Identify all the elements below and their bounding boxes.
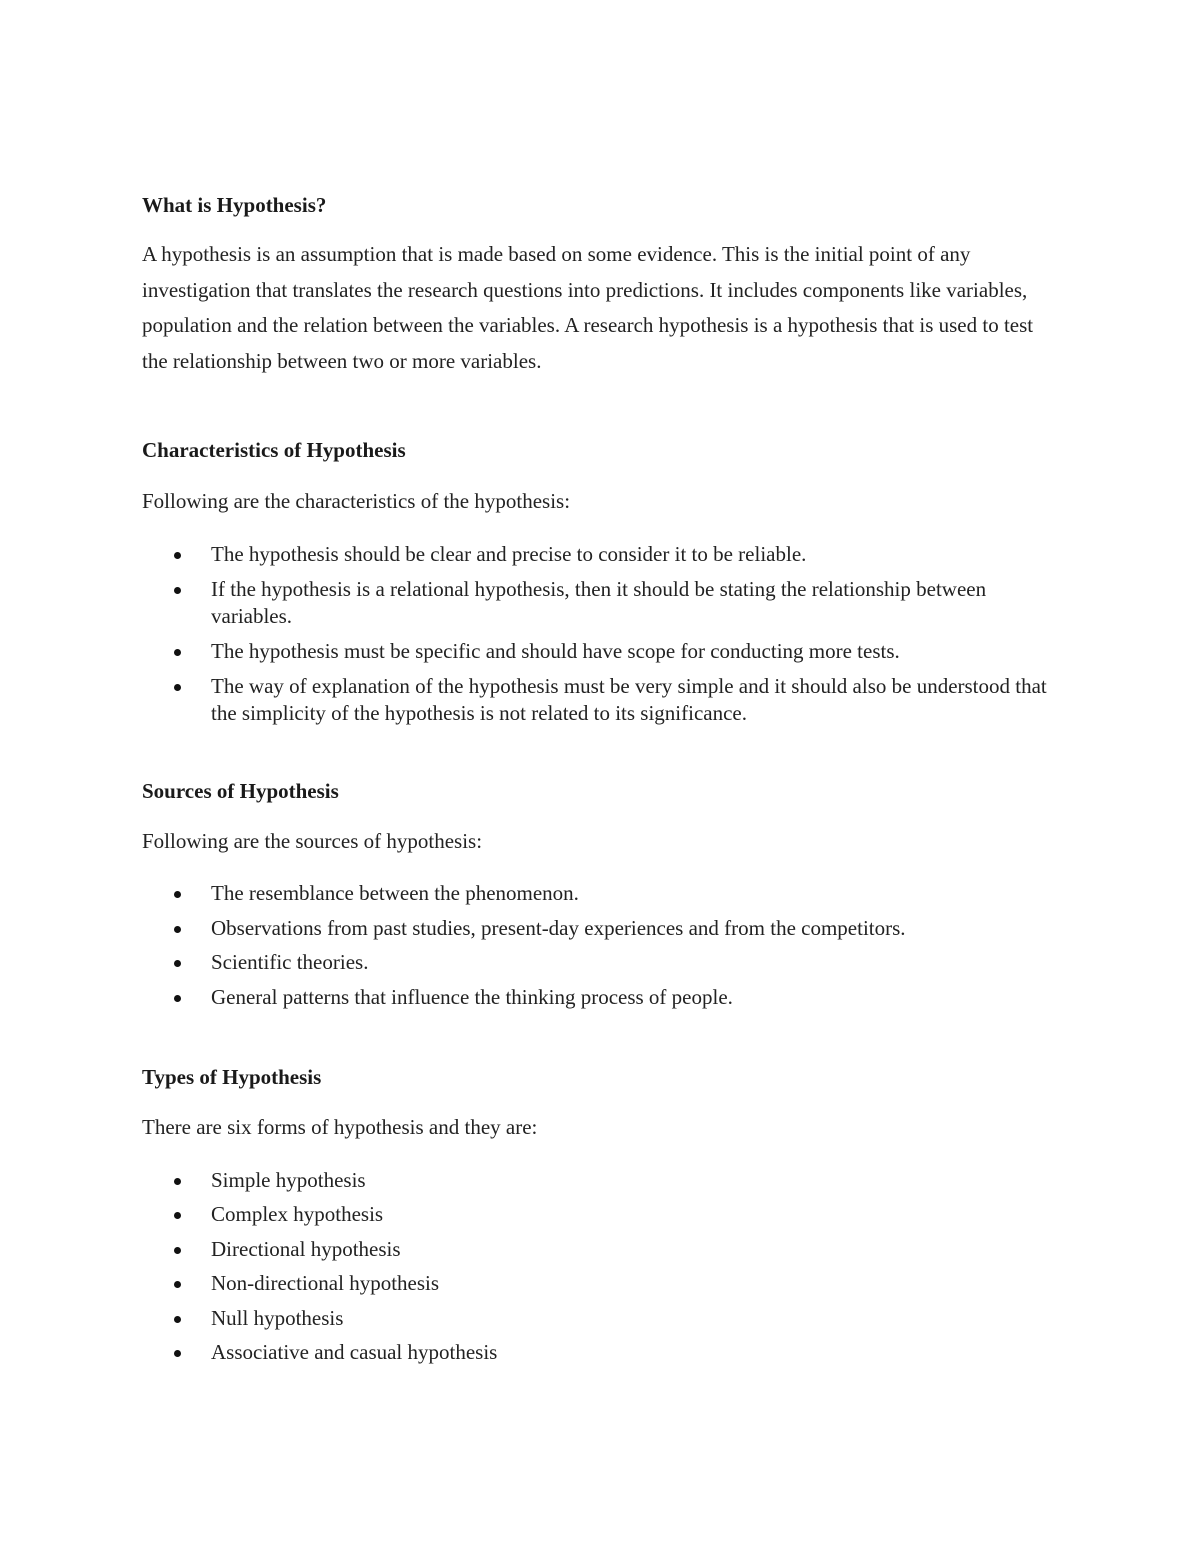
list-item [142, 1305, 1062, 1332]
list-item [142, 638, 1062, 665]
bullet-icon [174, 1350, 181, 1357]
bullet-icon [174, 1281, 181, 1288]
list-item [142, 949, 1062, 976]
bullet-icon [174, 684, 181, 691]
list-item-text: Complex hypothesis [211, 1202, 384, 1226]
list-item-text: General patterns that influence the thinking process of people. [211, 984, 733, 1009]
bullet-icon [174, 960, 181, 967]
list-item [142, 1236, 1062, 1263]
list-item [142, 880, 1062, 907]
list-item-text: Scientific theories. [211, 950, 369, 974]
list-item [142, 984, 1062, 1011]
bullet-icon [174, 1247, 181, 1254]
section-intro-characteristics: Following are the characteristics of the hypothesis: [142, 489, 571, 513]
bullet-icon [174, 1316, 181, 1323]
list-sources [142, 880, 1062, 1011]
list-item [142, 1167, 1062, 1194]
list-item [142, 1270, 1062, 1297]
list-item-text: The hypothesis must be specific and should have scope for conducting more tests. [211, 639, 900, 663]
list-item [142, 1339, 1062, 1366]
section-intro-types: There are six forms of hypothesis and they are: [142, 1114, 538, 1139]
list-item-text: Simple hypothesis [211, 1167, 366, 1192]
list-item [142, 576, 1062, 630]
list-types [142, 1167, 1062, 1367]
bullet-icon [174, 926, 181, 933]
list-item-text: The hypothesis should be clear and precise to consider it to be reliable. [211, 542, 807, 566]
list-item-text: Directional hypothesis [211, 1236, 401, 1261]
bullet-icon [174, 587, 181, 594]
bullet-icon [174, 995, 181, 1002]
list-item-text: Non-directional hypothesis [211, 1271, 440, 1295]
list-item-text: If the hypothesis is a relational hypothesis, then it should be stating the relationship between variables. [211, 577, 987, 628]
section-intro-sources: Following are the sources of hypothesis: [142, 829, 483, 853]
list-item [142, 915, 1062, 942]
bullet-icon [174, 1178, 181, 1185]
section-heading-what-is-hypothesis: What is Hypothesis? [142, 193, 327, 217]
list-item-text: Null hypothesis [211, 1305, 344, 1330]
section-heading-types: Types of Hypothesis [142, 1064, 322, 1089]
list-item-text: The way of explanation of the hypothesis must be very simple and it should also be understood that the simplicity of the hypothesis is not related to its significance. [211, 674, 1047, 725]
list-item-text: Observations from past studies, present-day experiences and from the competitors. [211, 915, 906, 940]
bullet-icon [174, 1212, 181, 1219]
list-item [142, 1201, 1062, 1228]
document-body [142, 190, 1062, 1366]
section-heading-sources: Sources of Hypothesis [142, 779, 339, 803]
section-paragraph-definition: A hypothesis is an assumption that is made based on some evidence. This is the initial point of any investigation that translates the research questions into predictions. It includes components like variables, population and the relation between the variables. A research hypothesis is a hypothesis that is used to test the relationship between two or more variables. [142, 242, 1034, 373]
list-characteristics [142, 541, 1062, 727]
bullet-icon [174, 649, 181, 656]
list-item [142, 541, 1062, 568]
bullet-icon [174, 552, 181, 559]
bullet-icon [174, 891, 181, 898]
list-item-text: The resemblance between the phenomenon. [211, 881, 579, 905]
section-heading-characteristics: Characteristics of Hypothesis [142, 438, 406, 462]
list-item [142, 673, 1062, 727]
list-item-text: Associative and casual hypothesis [211, 1340, 498, 1364]
